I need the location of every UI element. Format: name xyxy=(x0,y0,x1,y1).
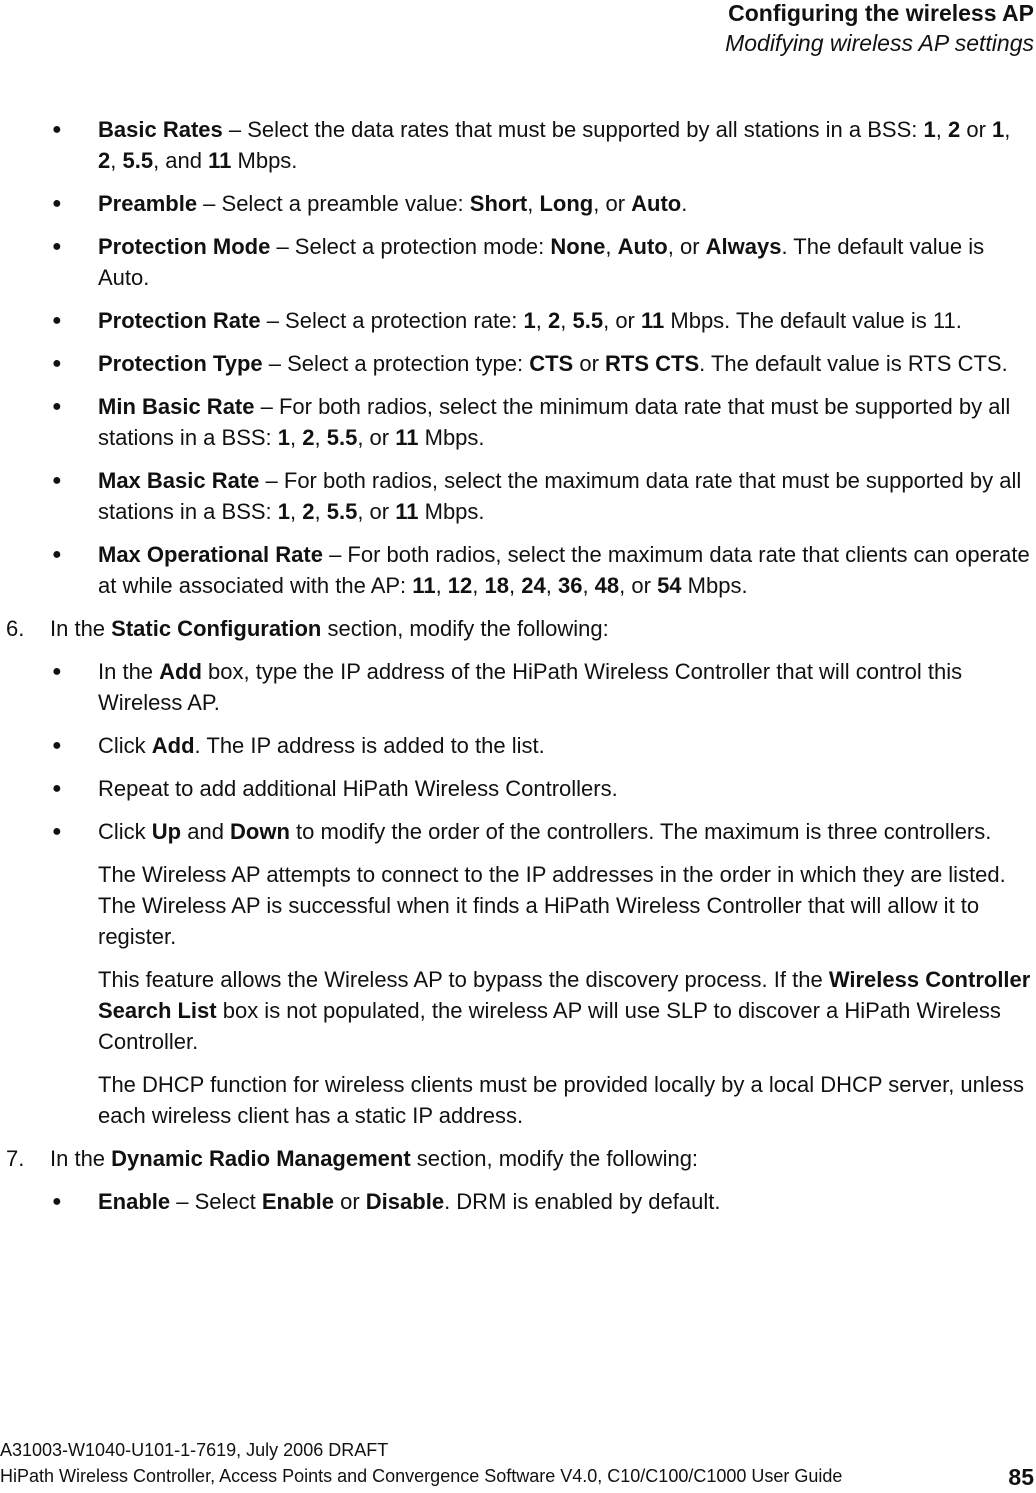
text: Mbps. xyxy=(231,148,298,173)
value: 54 xyxy=(657,573,682,598)
text: , xyxy=(560,308,573,333)
value: 1 xyxy=(277,499,291,524)
term: Min Basic Rate xyxy=(98,394,255,419)
text: section, modify the following: xyxy=(321,616,609,641)
text: In the xyxy=(50,1146,112,1171)
text: and xyxy=(181,819,231,844)
text: , and xyxy=(153,148,209,173)
text: – Select a protection type: xyxy=(262,351,530,376)
text: , xyxy=(509,573,522,598)
text: , or xyxy=(603,308,641,333)
text: or xyxy=(573,351,606,376)
value: 2 xyxy=(302,425,315,450)
value: Auto xyxy=(631,191,682,216)
value: 5.5 xyxy=(572,308,604,333)
text: , xyxy=(290,499,303,524)
value: 1 xyxy=(277,425,291,450)
list-item xyxy=(0,539,1036,601)
value: 2 xyxy=(947,117,961,142)
step-number: 6. xyxy=(6,616,25,641)
text: , or xyxy=(357,425,396,450)
text: , xyxy=(605,234,618,259)
text: , or xyxy=(593,191,632,216)
value: RTS CTS xyxy=(605,351,700,376)
value: 5.5 xyxy=(326,425,358,450)
value: 11 xyxy=(641,308,665,333)
value: 11 xyxy=(395,499,419,524)
doc-title: HiPath Wireless Controller, Access Points and Convergence Software V4.0, C10/C100/C1000 User Guide xyxy=(0,1466,843,1486)
text: . DRM is enabled by default. xyxy=(444,1189,721,1214)
text: section, modify the following: xyxy=(410,1146,699,1171)
text: In the xyxy=(50,616,112,641)
text: , xyxy=(110,148,123,173)
text: to modify the order of the controllers. The maximum is three controllers. xyxy=(289,819,992,844)
bullet-icon: ● xyxy=(52,780,62,797)
text: – Select a protection mode: xyxy=(270,234,551,259)
text: box, type the IP address of the HiPath Wireless Controller that will control this Wireless AP. xyxy=(98,659,963,715)
text: , xyxy=(545,573,558,598)
text: – Select a preamble value: xyxy=(197,191,470,216)
text: – For both radios, select the maximum data rate that must be supported by all stations in a BSS: xyxy=(98,468,1022,524)
text: – Select the data rates that must be supported by all stations in a BSS: xyxy=(222,117,924,142)
step-7 xyxy=(0,1143,1036,1174)
list-item xyxy=(0,773,1036,804)
section-title: Modifying wireless AP settings xyxy=(725,30,1034,56)
section-name: Static Configuration xyxy=(111,616,322,641)
chapter-title: Configuring the wireless AP xyxy=(728,0,1034,26)
step-number: 7. xyxy=(6,1146,25,1171)
text: , xyxy=(1004,117,1011,142)
ui-term: Add xyxy=(159,659,202,684)
list-item xyxy=(0,231,1036,293)
list-item xyxy=(0,816,1036,847)
term: Max Basic Rate xyxy=(98,468,260,493)
bullet-icon: ● xyxy=(52,737,62,754)
text: In the xyxy=(98,659,160,684)
value: 36 xyxy=(557,573,583,598)
text: Repeat to add additional HiPath Wireless Controllers. xyxy=(98,776,618,801)
value: Disable xyxy=(365,1189,445,1214)
list-item xyxy=(0,465,1036,527)
value: Always xyxy=(705,234,782,259)
term: Protection Rate xyxy=(98,308,261,333)
bullet-icon: ● xyxy=(52,355,62,372)
value: 1 xyxy=(992,117,1005,142)
text: . The IP address is added to the list. xyxy=(194,733,545,758)
text: , xyxy=(535,308,549,333)
list-item xyxy=(0,391,1036,453)
text: Mbps. xyxy=(681,573,748,598)
text: – For both radios, select the maximum data rate that clients can operate at while associated with the AP: xyxy=(98,542,1030,598)
text: , xyxy=(314,425,327,450)
page-header xyxy=(725,0,1034,58)
value: 12 xyxy=(447,573,473,598)
value: 11 xyxy=(208,148,232,173)
value: Short xyxy=(469,191,528,216)
list-item xyxy=(0,730,1036,761)
value: Enable xyxy=(261,1189,334,1214)
list-item xyxy=(0,656,1036,718)
text: , xyxy=(435,573,448,598)
bullet-icon: ● xyxy=(52,238,62,255)
paragraph: The DHCP function for wireless clients must be provided locally by a local DHCP server, unless each wireless client has a static IP address. xyxy=(98,1072,1025,1128)
text: , xyxy=(582,573,595,598)
section-name: Dynamic Radio Management xyxy=(111,1146,411,1171)
term: Preamble xyxy=(98,191,198,216)
value: 2 xyxy=(302,499,315,524)
text: box is not populated, the wireless AP will use SLP to discover a HiPath Wireless Controller. xyxy=(98,998,1001,1054)
value: 2 xyxy=(548,308,561,333)
text: This feature allows the Wireless AP to bypass the discovery process. If the xyxy=(98,967,829,992)
ui-term: Wireless Controller Search List xyxy=(98,967,1031,1023)
text: – Select a protection rate: xyxy=(260,308,524,333)
bullet-icon: ● xyxy=(52,312,62,329)
text: Mbps. xyxy=(418,499,485,524)
bullet-icon: ● xyxy=(52,546,62,563)
step-6 xyxy=(0,613,1036,644)
bullet-icon: ● xyxy=(52,823,62,840)
paragraph xyxy=(0,964,1036,1057)
text: . xyxy=(681,191,688,216)
value: 24 xyxy=(521,573,546,598)
document-body xyxy=(0,114,1036,1229)
list-item xyxy=(0,305,1036,336)
value: Long xyxy=(539,191,594,216)
value: 11 xyxy=(412,573,436,598)
value: 5.5 xyxy=(122,148,154,173)
doc-id: A31003-W1040-U101-1-7619, July 2006 DRAFT xyxy=(0,1440,389,1460)
list-item xyxy=(0,188,1036,219)
text: , xyxy=(472,573,485,598)
bullet-icon: ● xyxy=(52,663,62,680)
bullet-icon: ● xyxy=(52,472,62,489)
value: 1 xyxy=(523,308,536,333)
bullet-icon: ● xyxy=(52,1193,62,1210)
text: . The default value is Auto. xyxy=(98,234,985,290)
value: 18 xyxy=(484,573,509,598)
value: CTS xyxy=(529,351,574,376)
list-item xyxy=(0,348,1036,379)
text: , xyxy=(314,499,327,524)
term: Basic Rates xyxy=(98,117,223,142)
text: , xyxy=(290,425,303,450)
text: Mbps. xyxy=(418,425,485,450)
list-item xyxy=(0,114,1036,176)
ui-term: Down xyxy=(230,819,290,844)
paragraph: The Wireless AP attempts to connect to the IP addresses in the order in which they are listed. The Wireless AP is successful when it finds a HiPath Wireless Controller that will allow it to register. xyxy=(98,862,1006,949)
value: 1 xyxy=(923,117,936,142)
text: , or xyxy=(357,499,396,524)
term: Protection Mode xyxy=(98,234,271,259)
term: Enable xyxy=(98,1189,171,1214)
text: , xyxy=(935,117,948,142)
ui-term: Add xyxy=(151,733,195,758)
value: 5.5 xyxy=(326,499,358,524)
term: Protection Type xyxy=(98,351,263,376)
value: 2 xyxy=(98,148,111,173)
value: Auto xyxy=(617,234,668,259)
ui-term: Up xyxy=(151,819,182,844)
page-number: 85 xyxy=(1008,1464,1034,1490)
page-footer xyxy=(0,1437,1036,1489)
value: 48 xyxy=(594,573,620,598)
text: or xyxy=(960,117,993,142)
text: – For both radios, select the minimum data rate that must be supported by all stations in a BSS: xyxy=(98,394,1011,450)
bullet-icon: ● xyxy=(52,121,62,138)
bullet-icon: ● xyxy=(52,398,62,415)
bullet-icon: ● xyxy=(52,195,62,212)
value: None xyxy=(550,234,606,259)
text: . The default value is RTS CTS. xyxy=(699,351,1008,376)
term: Max Operational Rate xyxy=(98,542,323,567)
text: , or xyxy=(619,573,658,598)
text: Click xyxy=(98,819,152,844)
text: Click xyxy=(98,733,152,758)
value: 11 xyxy=(395,425,419,450)
text: , xyxy=(527,191,540,216)
list-item xyxy=(0,1186,1036,1217)
text: – Select xyxy=(170,1189,262,1214)
text: Mbps. The default value is 11. xyxy=(664,308,962,333)
text: , or xyxy=(667,234,706,259)
text: or xyxy=(334,1189,366,1214)
